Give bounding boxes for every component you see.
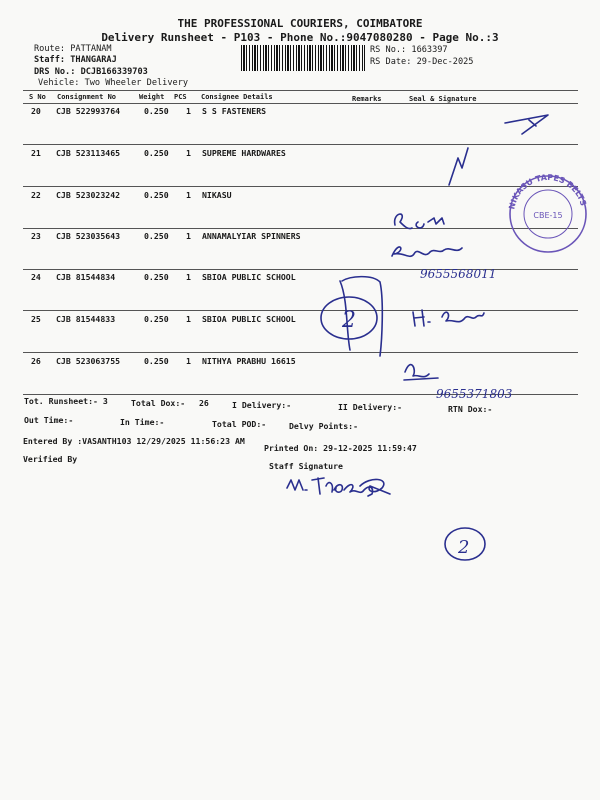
row-consignment: CJB 523063755 [56, 356, 121, 366]
col-header-consignment: Consignment No [57, 93, 117, 101]
col-header-seal: Seal & Signature [409, 95, 477, 103]
signature-row-23 [392, 247, 462, 256]
company-stamp [507, 173, 588, 252]
delvy-points: Delvy Points:- [289, 421, 359, 431]
row-consignment: CJB 523113465 [56, 148, 121, 158]
col-header-sno: S No [29, 93, 46, 101]
row-weight: 0.250 [144, 190, 169, 200]
check-mark-20 [505, 115, 548, 134]
row-consignee: SBIOA PUBLIC SCHOOL [202, 272, 296, 282]
col-header-weight: Weight [139, 93, 165, 101]
row-consignee: S S FASTENERS [202, 106, 267, 116]
stamp-text: NIKASU TAPES BELTS [507, 172, 588, 211]
drs-label: DRS No.: DCJB166339703 [34, 67, 148, 77]
svg-text:NIKASU TAPES BELTS [507, 173, 588, 210]
circled-number: 2 [342, 308, 356, 333]
row-pcs: 1 [186, 148, 191, 158]
runsheet-title: Delivery Runsheet - P103 - Phone No.:9047080280 - Page No.:3 [101, 31, 499, 44]
row-weight: 0.250 [144, 148, 169, 158]
row-weight: 0.250 [144, 106, 169, 116]
phone-number-1: 9655568011 [420, 267, 497, 281]
row-consignee: ANNAMALYIAR SPINNERS [202, 231, 301, 241]
route-label: Route: PATTANAM [34, 44, 112, 54]
row-pcs: 1 [186, 190, 191, 200]
row-sno: 22 [31, 190, 41, 200]
col-header-pcs: PCS [174, 93, 187, 101]
i-delivery: I Delivery:- [232, 400, 292, 410]
phone-number-2: 9655371803 [436, 387, 513, 401]
row-consignee: SUPREME HARDWARES [202, 148, 286, 158]
row-consignee: SBIOA PUBLIC SCHOOL [202, 314, 296, 324]
in-time: In Time:- [120, 417, 165, 427]
company-title: THE PROFESSIONAL COURIERS, COIMBATORE [177, 17, 423, 30]
signature-row-22 [395, 214, 444, 229]
stamp-code: CBE-15 [533, 211, 563, 220]
row-consignment: CJB 81544833 [56, 314, 116, 324]
row-consignee: NITHYA PRABHU 16615 [202, 356, 296, 366]
bottom-circled-number: 2 [458, 537, 470, 558]
vehicle-label: Vehicle: Two Wheeler Delivery [38, 78, 189, 88]
row-consignment: CJB 522993764 [56, 106, 121, 116]
staff-label: Staff: THANGARAJ [34, 55, 117, 65]
ii-delivery: II Delivery:- [338, 402, 403, 412]
printed-on: Printed On: 29-12-2025 11:59:47 [264, 443, 417, 453]
rs-number: RS No.: 1663397 [370, 45, 448, 55]
rtn-dox: RTN Dox:- [448, 404, 493, 414]
out-time: Out Time:- [24, 415, 74, 425]
row-sno: 23 [31, 231, 41, 241]
col-header-remarks: Remarks [352, 95, 382, 103]
row-weight: 0.250 [144, 231, 169, 241]
signature-row-26 [404, 365, 438, 380]
row-consignment: CJB 523035643 [56, 231, 121, 241]
total-pod: Total POD:- [212, 419, 267, 429]
row-sno: 20 [31, 106, 41, 116]
col-header-consignee: Consignee Details [201, 93, 273, 101]
row-sno: 24 [31, 272, 41, 282]
row-weight: 0.250 [144, 272, 169, 282]
row-weight: 0.250 [144, 356, 169, 366]
staff-signature [287, 478, 390, 496]
tot-runsheet: Tot. Runsheet:- 3 [24, 396, 108, 406]
row-pcs: 1 [186, 314, 191, 324]
row-sno: 25 [31, 314, 41, 324]
signature-row-25 [413, 310, 484, 326]
row-pcs: 1 [186, 231, 191, 241]
row-sno: 21 [31, 148, 41, 158]
row-consignee: NIKASU [202, 190, 232, 200]
entered-by: Entered By :VASANTH103 12/29/2025 11:56:23 AM [23, 436, 245, 446]
row-pcs: 1 [186, 106, 191, 116]
row-consignment: CJB 523023242 [56, 190, 121, 200]
row-pcs: 1 [186, 272, 191, 282]
total-dox-value: 26 [199, 398, 209, 408]
verified-by: Verified By [23, 454, 78, 464]
row-pcs: 1 [186, 356, 191, 366]
total-dox-label: Total Dox:- [131, 398, 186, 408]
rs-date: RS Date: 29-Dec-2025 [370, 57, 474, 67]
staff-signature-label: Staff Signature [269, 461, 343, 471]
row-weight: 0.250 [144, 314, 169, 324]
row-sno: 26 [31, 356, 41, 366]
check-mark-21 [449, 148, 468, 185]
row-consignment: CJB 81544834 [56, 272, 116, 282]
